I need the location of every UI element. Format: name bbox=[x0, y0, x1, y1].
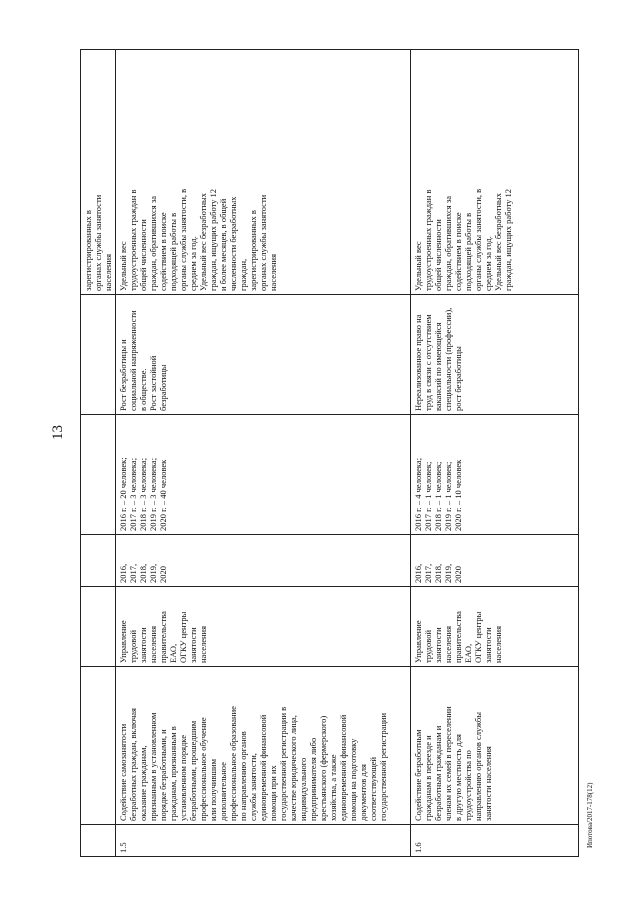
cell-planned: 2016 г. – 4 человека; 2017 г. – 1 человек; 2018 г. – 1 человек; 2019 г. – 1 человек; 2020 г. – 10 человек bbox=[411, 415, 579, 535]
cell-indicators: Удельный вес трудоустроенных граждан в общей численности граждан, обратившихся за содействием в поиске подходящей работы в органы службы занятости, в среднем за год. Удельный вес безработных граждан, ищущих работу 12 bbox=[411, 50, 579, 295]
cell-risks: Нереализованное право на труд в связи с отсутствием вакансий по имеющейся специальности (профессии), рост безработицы bbox=[411, 295, 579, 415]
cell-risks: Рост безработицы и социальной напряженности в обществе. Рост застойной безработицы bbox=[116, 295, 411, 415]
cell-name: Содействие самозанятости безработных граждан, включая оказание гражданам, признанным в установленном порядке безработными, и гражданам, признанным в установленном порядке безработными, прошедшим профессиональное обучение или получившим дополнительное профессиональное образование по направлению органов службы занятости, единовременной финансовой помощи при их государственной регистрации в качестве юридического лица, индивидуального предпринимателя либо крестьянского (фермерского) хозяйства, а также единовременной финансовой помощи на подготовку документов для соответствующей государственной регистрации bbox=[116, 667, 411, 825]
program-measures-table bbox=[80, 50, 560, 857]
cell-period: 2016, 2017, 2018, 2019, 2020 bbox=[116, 535, 411, 587]
cell-risks bbox=[81, 295, 116, 415]
cell-responsible: Управление трудовой занятости населения правительства ЕАО, ОГКУ центры занятости населения bbox=[116, 587, 411, 667]
cell-num: 1.6 bbox=[411, 825, 579, 857]
cell-name: Содействие безработным гражданам в переезде и безработным гражданам и членам их семей в переселении в другую местность для трудоустройства по направлению органов службы занятости населения bbox=[411, 667, 579, 825]
cell-indicators: Удельный вес трудоустроенных граждан в общей численности граждан, обратившихся за содействием в поиске подходящей работы в органы службы занятости, в среднем за год. Удельный вес безработных граждан, ищущих работу 12 и более месяцев, в общей численности безработных граждан, зарегистрированных в органах службы занятости населения bbox=[116, 50, 411, 295]
table-row bbox=[116, 50, 411, 857]
cell-num: 1.5 bbox=[116, 825, 411, 857]
cell-period bbox=[81, 535, 116, 587]
cell-planned: 2016 г. – 20 человек; 2017 г. – 3 человека; 2018 г. – 3 человека; 2019 г. – 3 человека; 2020 г. – 40 человек bbox=[116, 415, 411, 535]
table-row-continuation bbox=[81, 50, 116, 857]
cell-responsible bbox=[81, 587, 116, 667]
cell-responsible: Управление трудовой занятости населения правительства ЕАО, ОГКУ центры занятости населения bbox=[411, 587, 579, 667]
cell-period: 2016, 2017, 2018, 2019, 2020 bbox=[411, 535, 579, 587]
table-row bbox=[411, 50, 579, 857]
cell-num bbox=[81, 825, 116, 857]
page-number: 13 bbox=[50, 425, 66, 440]
cell-planned bbox=[81, 415, 116, 535]
document-footer-id: Ипотова/2017-178(12) bbox=[586, 782, 594, 848]
cell-name bbox=[81, 667, 116, 825]
cell-indicators: зарегистрированных в органах службы занятости населения bbox=[81, 50, 116, 295]
